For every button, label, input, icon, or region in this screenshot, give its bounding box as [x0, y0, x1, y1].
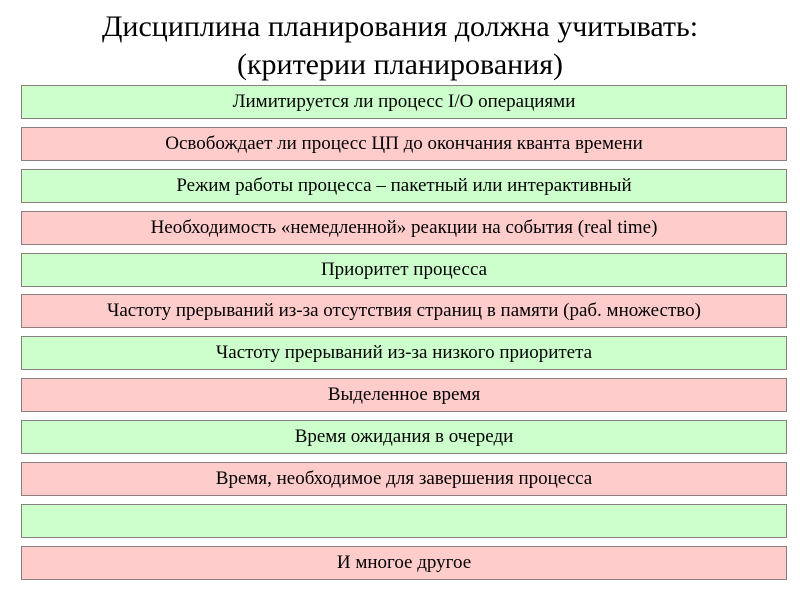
criterion-box [21, 253, 787, 287]
criterion-box [21, 85, 787, 119]
slide-title [0, 8, 800, 84]
slide-title-line-2: (критерии планирования) [236, 48, 564, 81]
criterion-text: Приоритет процесса [320, 258, 488, 280]
criterion-text: Время ожидания в очереди [294, 426, 514, 448]
criterion-text: Время, необходимое для завершения процесса [215, 468, 593, 490]
criterion-box [21, 462, 787, 496]
criterion-box-empty [21, 504, 787, 538]
criterion-box [21, 546, 787, 580]
criterion-text: Освобождает ли процесс ЦП до окончания кванта времени [165, 132, 643, 154]
slide-title-line-1: Дисциплина планирования должна учитывать: [101, 10, 699, 43]
criterion-box [21, 211, 787, 245]
criterion-text: Частоту прерываний из-за низкого приоритета [215, 342, 593, 364]
criterion-text: Лимитируется ли процесс I/O операциями [232, 91, 576, 112]
criterion-text: Режим работы процесса – пакетный или интерактивный [176, 174, 632, 196]
criterion-text: Частоту прерываний из-за отсутствия страниц в памяти (раб. множество) [107, 300, 701, 322]
criterion-box [21, 169, 787, 203]
criteria-list [21, 85, 787, 588]
criterion-text: Выделенное время [327, 384, 481, 406]
criterion-box [21, 378, 787, 412]
criterion-box [21, 127, 787, 161]
criterion-box [21, 336, 787, 370]
criterion-text: И многое другое [336, 551, 472, 573]
criterion-text: Необходимость «немедленной» реакции на события (real time) [150, 216, 658, 238]
criterion-box [21, 294, 787, 328]
criterion-box [21, 420, 787, 454]
